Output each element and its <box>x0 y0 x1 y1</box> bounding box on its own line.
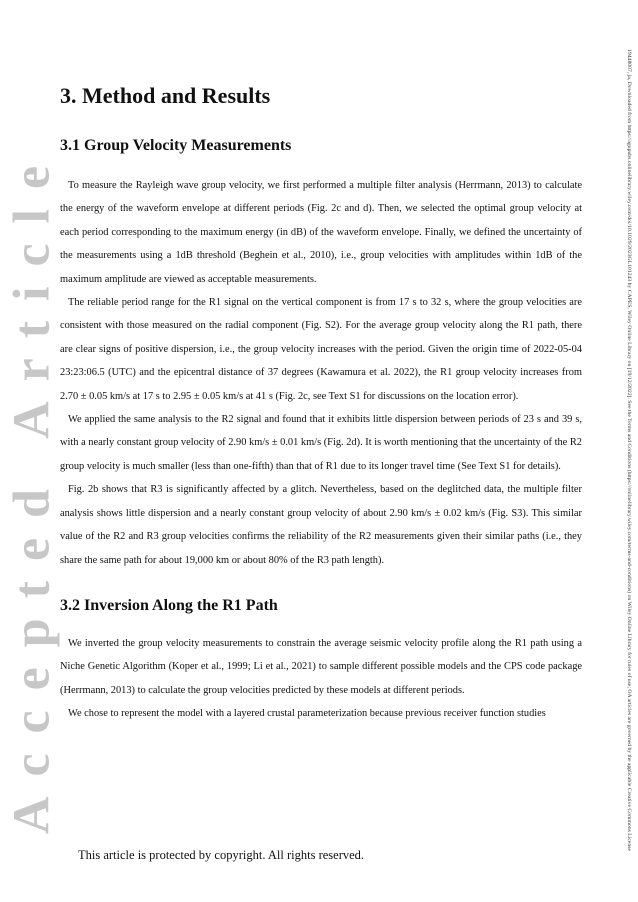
paragraph: We inverted the group velocity measurements to constrain the average seismic velocity profile along the R1 path using a Niche Genetic Algorithm (Koper et al., 1999; Li et al., 2021) to sample different possible models and the CPS code package (Herrmann, 2013) to calculate the group velocities predicted by these models at different periods. <box>60 637 582 696</box>
paragraph: We chose to represent the model with a layered crustal parameterization because previous receiver function studies <box>68 708 546 720</box>
download-side-note: 19448007, ja, Downloaded from https://agupubs.onlinelibrary.wiley.com/doi/10.1029/2023GL101243 by CAPES, Wiley Online Library on [19/12/2022]. See the Terms and Conditions (https://onlinelibrary.wiley.com/terms-and-conditions) on Wiley Online Library for rules of use; OA articles are governed by the applicable Creative Commons License <box>626 49 632 851</box>
article-body <box>60 82 582 726</box>
paragraph: Fig. 2b shows that R3 is significantly affected by a glitch. Nevertheless, based on the deglitched data, the multiple filter analysis shows little dispersion and a nearly constant group velocity of about 2.90 km/s ± 0.02 km/s (Fig. S3). This similar value of the R2 and R3 group velocities confirms the reliability of the R2 measurements given their similar paths (i.e., they share the same path for about 19,000 km or about 80% of the R3 path length). <box>60 484 582 566</box>
paragraph: We applied the same analysis to the R2 signal and found that it exhibits little dispersion between periods of 23 s and 39 s, with a nearly constant group velocity of 2.90 km/s ± 0.01 km/s (Fig. 2d). It is worth mentioning that the uncertainty of the R2 group velocity is much smaller (less than one-fifth) than that of R1 due to its longer travel time (See Text S1 for details). <box>60 414 582 472</box>
accepted-article-watermark: Accepted Article <box>3 145 61 835</box>
copyright-footer: This article is protected by copyright. All rights reserved. <box>78 848 365 862</box>
subsection-title-inversion: 3.2 Inversion Along the R1 Path <box>60 596 278 614</box>
subsection-title-group-velocity: 3.1 Group Velocity Measurements <box>60 137 292 154</box>
paragraph: To measure the Rayleigh wave group velocity, we first performed a multiple filter analysis (Herrmann, 2013) to calculate the energy of the waveform envelope at different periods (Fig. 2c and d). Then, we selected the optimal group velocity at each period corresponding to the maximum energy (in dB) of the waveform envelope. Finally, we defined the uncertainty of the measurements using a 1dB threshold (Beghein et al., 2010), i.e., group velocities with amplitudes within 1dB of the maximum amplitude are viewed as acceptable measurements. <box>60 180 582 285</box>
paragraph: The reliable period range for the R1 signal on the vertical component is from 17 s to 32 s, where the group velocities are consistent with those measured on the radial component (Fig. S2). For the average group velocity along the R1 path, there are clear signs of positive dispersion, i.e., the group velocity increases with the period. Given the origin time of 2022-05-04 23:23:06.5 (UTC) and the epicentral distance of 37 degrees (Kawamura et al. 2022), the R1 group velocity increases from 2.70 ± 0.05 km/s at 17 s to 2.95 ± 0.05 km/s at 41 s (Fig. 2c, see Text S1 for discussions on the location error). <box>60 297 582 402</box>
section-title: 3. Method and Results <box>60 83 271 108</box>
